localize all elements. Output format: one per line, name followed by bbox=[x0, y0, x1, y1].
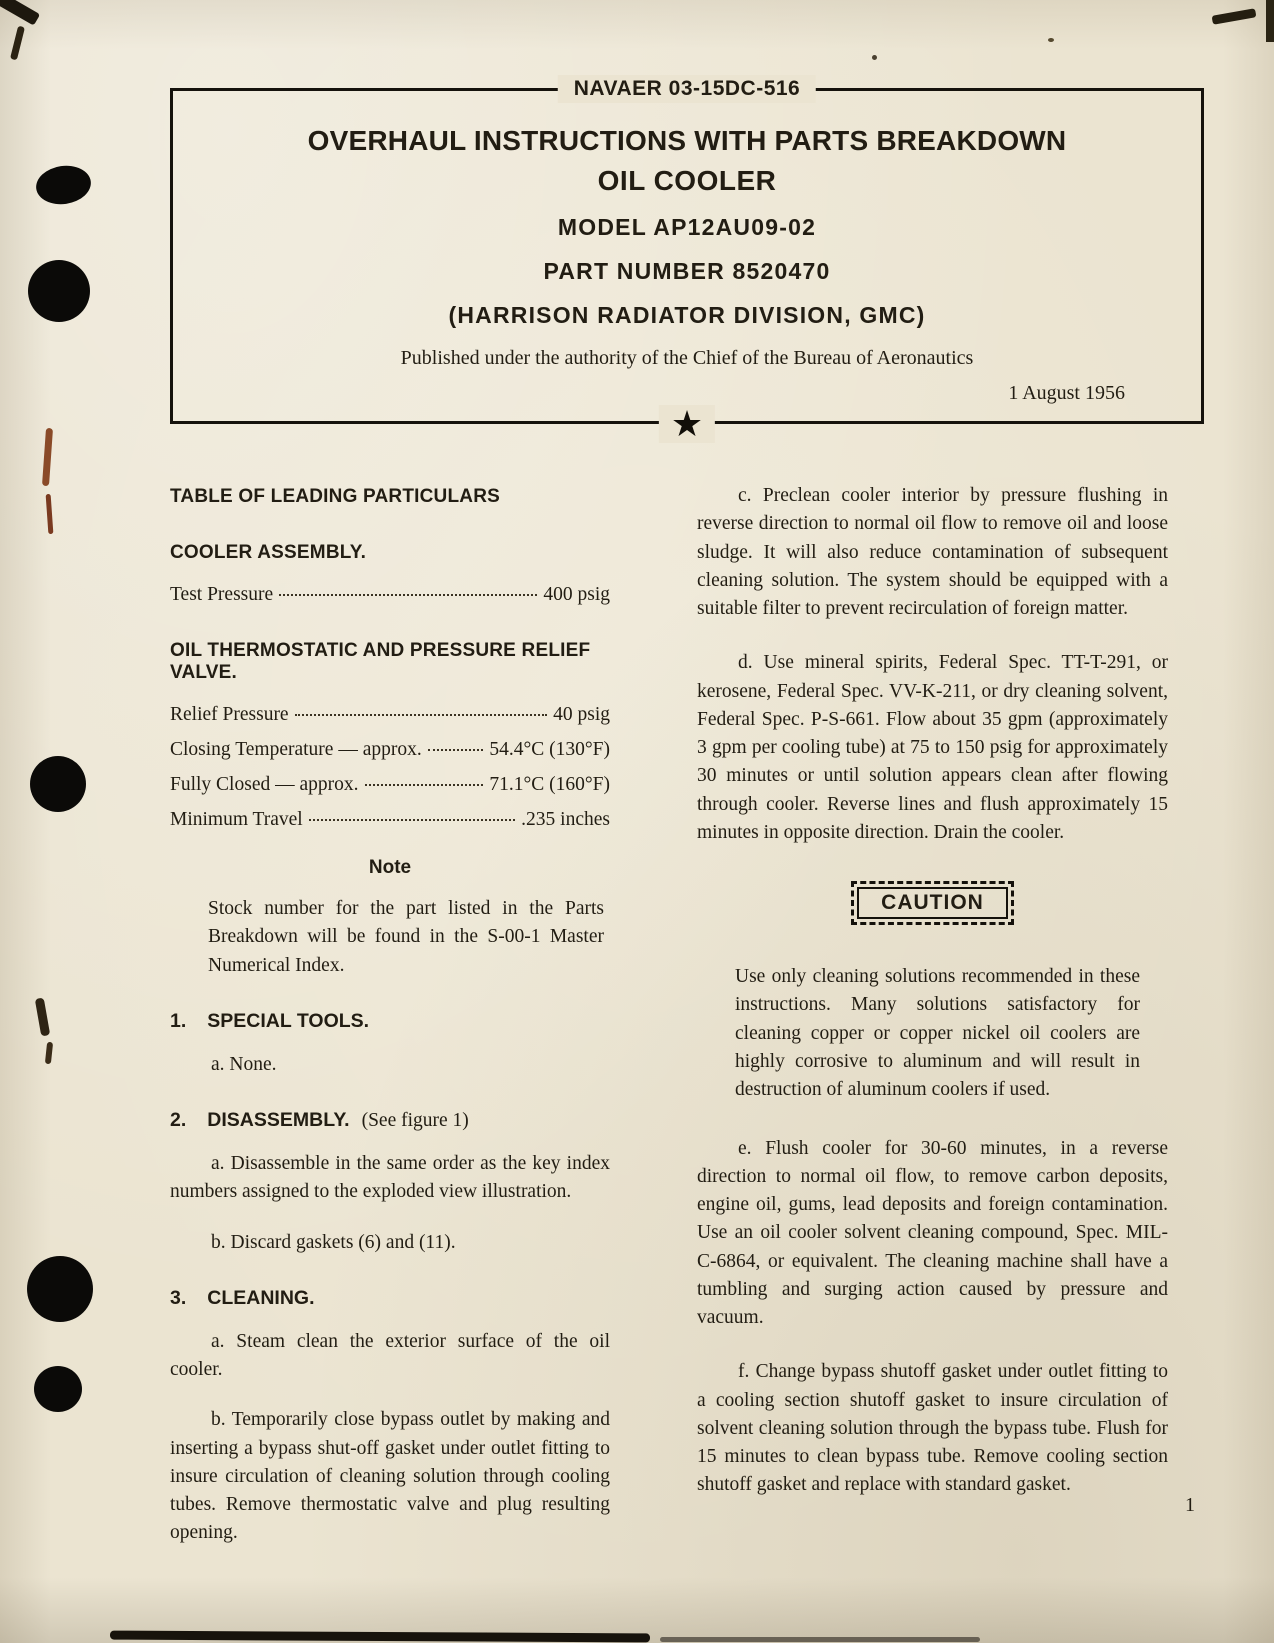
spec-label: Relief Pressure bbox=[170, 704, 289, 725]
spec-label: Minimum Travel bbox=[170, 809, 303, 830]
section-title: DISASSEMBLY. bbox=[207, 1109, 350, 1132]
ink-speck bbox=[1048, 38, 1054, 42]
spec-value: 54.4°C (130°F) bbox=[489, 739, 610, 760]
section-title: SPECIAL TOOLS. bbox=[207, 1009, 370, 1032]
dot-leader bbox=[279, 594, 537, 596]
section-number: 3. bbox=[170, 1286, 187, 1309]
section-2-heading bbox=[170, 1109, 610, 1132]
dot-leader bbox=[309, 819, 515, 821]
header-box bbox=[170, 77, 1204, 444]
paragraph-2b: b. Discard gaskets (6) and (11). bbox=[211, 1231, 456, 1253]
spec-row bbox=[170, 704, 610, 726]
hole-punch bbox=[28, 260, 90, 322]
page-number: 1 bbox=[1185, 1494, 1195, 1516]
section-number: 1. bbox=[170, 1009, 187, 1032]
spec-label: Fully Closed — approx. bbox=[170, 774, 359, 795]
hole-punch bbox=[27, 1256, 93, 1322]
dot-leader bbox=[295, 714, 548, 716]
caution-label: CAUTION bbox=[857, 887, 1008, 919]
model-line: MODEL AP12AU09-02 bbox=[557, 214, 817, 240]
authority-line: Published under the authority of the Chief of the Bureau of Aeronautics bbox=[400, 347, 974, 369]
division-line: (HARRISON RADIATOR DIVISION, GMC) bbox=[448, 302, 926, 328]
section-suffix: (See figure 1) bbox=[361, 1110, 469, 1132]
hole-punch bbox=[34, 1366, 82, 1412]
hole-punch bbox=[30, 756, 86, 812]
paragraph-1a: a. None. bbox=[211, 1053, 277, 1075]
ink-streak bbox=[42, 428, 53, 486]
ink-smudge bbox=[1212, 8, 1257, 25]
part-number-line: PART NUMBER 8520470 bbox=[543, 258, 831, 284]
spec-row bbox=[170, 739, 610, 761]
cooler-assembly-heading: COOLER ASSEMBLY. bbox=[170, 542, 367, 563]
paragraph-3e: e. Flush cooler for 30-60 minutes, in a reverse direction to normal oil flow, to remove carbon deposits, engine oil, gums, lead deposits and foreign contamination. Use an oil cooler solvent cleaning compound, Spec. MIL-C-6864, or equivalent. The cleaning machine shall have a tumbling and surging action caused by pressure and vacuum. bbox=[697, 1137, 1168, 1329]
note-heading: Note bbox=[368, 857, 412, 878]
paragraph-2a: a. Disassemble in the same order as the key index numbers assigned to the exploded view illustration. bbox=[170, 1153, 610, 1203]
particulars-heading: TABLE OF LEADING PARTICULARS bbox=[170, 486, 500, 507]
ink-streak bbox=[45, 1042, 53, 1065]
spec-label: Test Pressure bbox=[170, 584, 274, 605]
dot-leader bbox=[428, 749, 484, 751]
star-icon: ★ bbox=[659, 405, 715, 443]
right-column bbox=[697, 482, 1168, 1526]
paragraph-3d: d. Use mineral spirits, Federal Spec. TT-T-291, or kerosene, Federal Spec. VV-K-211, or dry cleaning solvent, Federal Spec. P-S-661. Flow about 35 gpm (approximately 3 gpm per cooling tube) at 75 to 150 psig for approximately 30 minutes or until solution appears clean after flowing through cooler. Reverse lines and flush approximately 15 minutes in opposite direction. Drain the cooler. bbox=[697, 652, 1168, 843]
caution-text: Use only cleaning solutions recommended in these instructions. Many solutions satisfactory for cleaning copper or copper nickel oil coolers are highly corrosive to aluminum and will result in destruction of aluminum coolers if used. bbox=[735, 966, 1140, 1101]
doc-number: NAVAER 03-15DC-516 bbox=[558, 75, 816, 103]
page-title: OVERHAUL INSTRUCTIONS WITH PARTS BREAKDOWN bbox=[307, 125, 1067, 156]
ink-speck bbox=[872, 55, 877, 60]
date-line: 1 August 1956 bbox=[1008, 382, 1125, 404]
spec-row bbox=[170, 584, 610, 606]
paragraph-3a: a. Steam clean the exterior surface of the oil cooler. bbox=[170, 1330, 610, 1381]
paragraph-3b: b. Temporarily close bypass outlet by making and inserting a bypass shut-off gasket under outlet fitting to insure circulation of cleaning solution through cooling tubes. Remove thermostatic valve and plug resulting opening. bbox=[170, 1409, 610, 1544]
spec-value: 400 psig bbox=[543, 584, 610, 605]
valve-heading: OIL THERMOSTATIC AND PRESSURE RELIEF VALVE. bbox=[170, 640, 591, 683]
ink-smudge bbox=[1266, 0, 1274, 42]
scan-edge-mark bbox=[110, 1631, 650, 1643]
spec-row bbox=[170, 774, 610, 796]
page-subtitle: OIL COOLER bbox=[597, 165, 777, 196]
section-1-heading bbox=[170, 1010, 610, 1033]
ink-streak bbox=[35, 998, 50, 1037]
section-number: 2. bbox=[170, 1109, 187, 1132]
paragraph-3c: c. Preclean cooler interior by pressure flushing in reverse direction to normal oil flow to remove oil and loose sludge. It will also reduce contamination of subsequent cleaning solution. The system should be equipped with a suitable filter to prevent recirculation of foreign matter. bbox=[697, 485, 1168, 620]
section-3-heading bbox=[170, 1287, 610, 1310]
scan-edge-mark bbox=[660, 1637, 980, 1642]
ink-streak bbox=[46, 494, 54, 534]
spec-row bbox=[170, 809, 610, 831]
caution-box bbox=[697, 881, 1168, 925]
caution-border bbox=[851, 881, 1014, 925]
dot-leader bbox=[365, 784, 484, 786]
ink-smudge bbox=[10, 26, 25, 61]
section-title: CLEANING. bbox=[207, 1286, 315, 1309]
spec-label: Closing Temperature — approx. bbox=[170, 739, 422, 760]
ink-smudge bbox=[0, 0, 40, 26]
paragraph-3f: f. Change bypass shutoff gasket under outlet fitting to a cooling section shutoff gasket to insure circulation of solvent cleaning solution through the bypass tube. Flush for 15 minutes to clean bypass tube. Remove cooling section shutoff gasket and replace with standard gasket. bbox=[697, 1361, 1168, 1496]
spec-value: 40 psig bbox=[553, 704, 610, 725]
hole-punch bbox=[34, 162, 94, 207]
left-column bbox=[170, 482, 610, 1570]
note-text: Stock number for the part listed in the Parts Breakdown will be found in the S-00-1 Master Numerical Index. bbox=[208, 898, 604, 976]
spec-value: .235 inches bbox=[521, 809, 610, 830]
spec-value: 71.1°C (160°F) bbox=[489, 774, 610, 795]
